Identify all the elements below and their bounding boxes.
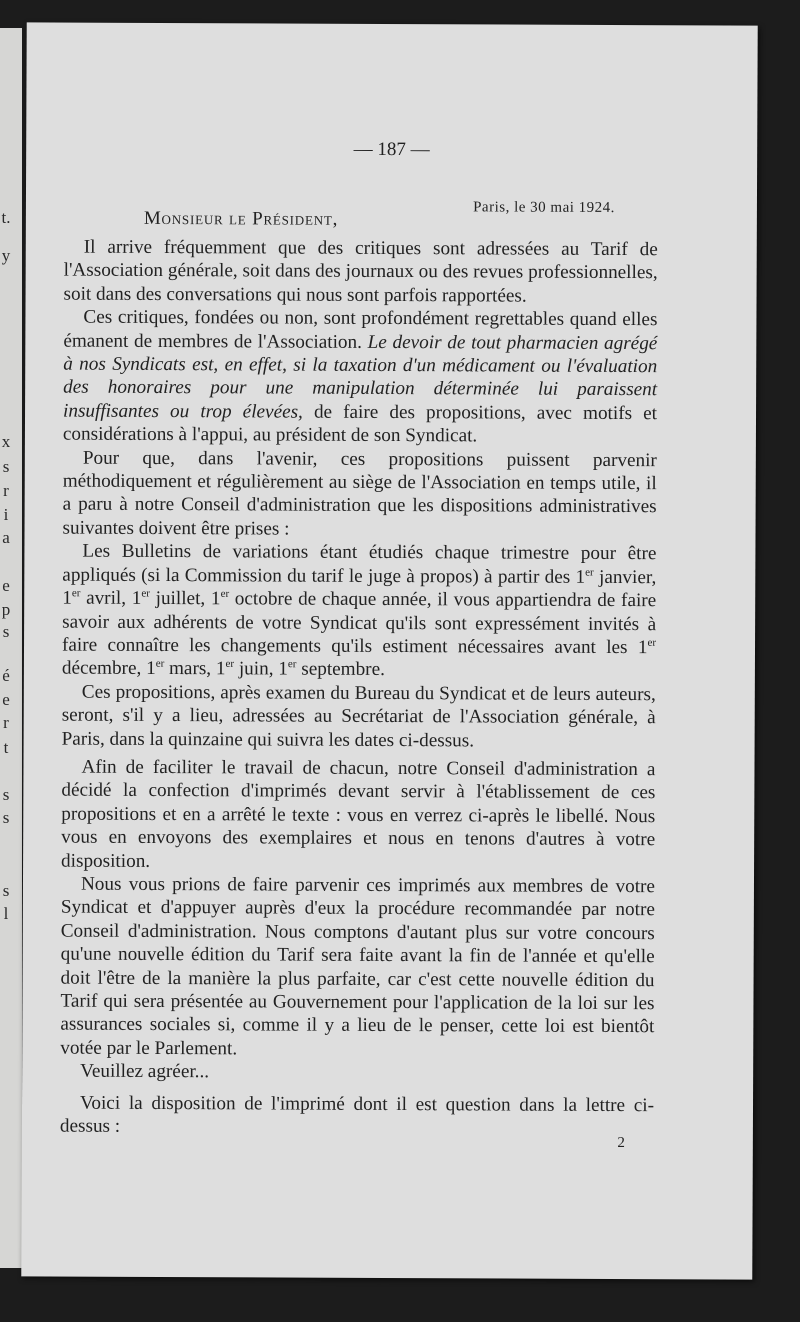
document-page [21, 22, 757, 1279]
prev-page-letter: x [1, 432, 11, 451]
paragraph: Nous vous prions de faire parvenir ces imprimés aux membres de votre Syndicat et d'appuyer auprès d'eux la procédure recommandée par notre Conseil d'administration. Nous comptons d'autant plus sur votre concours qu'une nouvelle édition du Tarif sera faite avant la fin de l'année et qu'elle doit l'être de la manière la plus parfaite, car c'est cette nouvelle édition du Tarif qui sera présentée au Gouvernement pour l'application de la loi sur les assurances sociales si, comme il y a lieu de le penser, cette loi est bientôt votée par le Parlement. [60, 873, 656, 1060]
paragraph: Ces propositions, après examen du Bureau du Syndicat et de leurs auteurs, seront, s'il y a lieu, adressées au Secrétariat de l'Association générale, à Paris, dans la quinzaine qui suivra les dates ci-dessus. [61, 681, 656, 751]
italic-passage: Le devoir de tout pharmacien agrégé à nos Syndicats est, en effet, si la taxation d'un médicament ou l'évaluation des honoraires pour une manipulation déterminée lui paraissent insuffisantes ou trop élevées, [62, 331, 658, 423]
prev-page-letter: é [2, 666, 10, 685]
prev-page-letter: s [2, 881, 10, 900]
signature-mark: 2 [617, 1134, 625, 1152]
paragraph: Voici la disposition de l'imprimé dont il est question dans la lettre ci-dessus : [59, 1092, 655, 1137]
prev-page-letter: e [2, 690, 10, 709]
page-number: — 187 — [353, 138, 430, 161]
prev-page-letter: s [2, 622, 10, 641]
paragraph: Les Bulletins de variations étant étudiés chaque trimestre pour être appliqués (si la Commission du tarif le juge à propos) à partir des 1er janvier, 1er avril, 1er juillet, 1er octobre de chaque année, il vous appartiendra de faire savoir aux adhérents de votre Syndicat qu'ils sont expressément invités à faire connaître les changements qu'ils estiment nécessaires avant les 1er décembre, 1er mars, 1er juin, 1er septembre. [61, 540, 657, 681]
salutation: Monsieur le Président, [143, 207, 339, 230]
prev-page-letter: l [3, 904, 9, 923]
prev-page-letter: s [2, 785, 10, 804]
paragraph: Il arrive fréquemment que des critiques sont adressées au Tarif de l'Association générale, soit dans des journaux ou des revues professionnelles, soit dans des conversations qui nous sont parfois rapportées. [63, 236, 658, 307]
prev-page-letter: r [3, 481, 9, 500]
prev-page-letter: i [3, 505, 9, 524]
paragraph: Afin de faciliter le travail de chacun, notre Conseil d'administration a décidé la confection d'imprimés devant servir à l'établissement de ces propositions et en a arrêté le texte : vous en verrez ci-après le libellé. Nous vous en envoyons des exemplaires et nous en tenons d'autres à votre disposition. [61, 756, 656, 872]
paragraph: Veuillez agréer... [80, 1060, 210, 1083]
paragraph: Ces critiques, fondées ou non, sont profondément regrettables quand elles émanent de membres de l'Association. Le devoir de tout pharmacien agrégé à nos Syndicats est, en effet, si la taxation d'un médicament ou l'évaluation des honoraires pour une manipulation déterminée lui paraissent insuffisantes ou trop élevées, de faire des propositions, avec motifs et considérations à l'appui, au président de son Syndicat. [62, 306, 658, 447]
prev-page-letter: t [3, 738, 9, 757]
prev-page-letter: y [1, 246, 11, 265]
paragraph: Pour que, dans l'avenir, ces propositions puissent parvenir méthodiquement et régulièrement au siège de l'Association en temps utile, il a paru à notre Conseil d'administration que les dispositions administratives suivantes doivent être prises : [62, 447, 657, 540]
prev-page-letter: t. [1, 208, 11, 227]
dateline: Paris, le 30 mai 1924. [473, 199, 615, 216]
prev-page-letter: r [3, 713, 9, 732]
prev-page-letter: e [2, 576, 10, 595]
prev-page-letter: s [2, 457, 10, 476]
prev-page-letter: a [2, 528, 10, 547]
letter-body [60, 236, 658, 1141]
prev-page-letter: s [2, 808, 10, 827]
prev-page-letter: p [1, 600, 11, 619]
